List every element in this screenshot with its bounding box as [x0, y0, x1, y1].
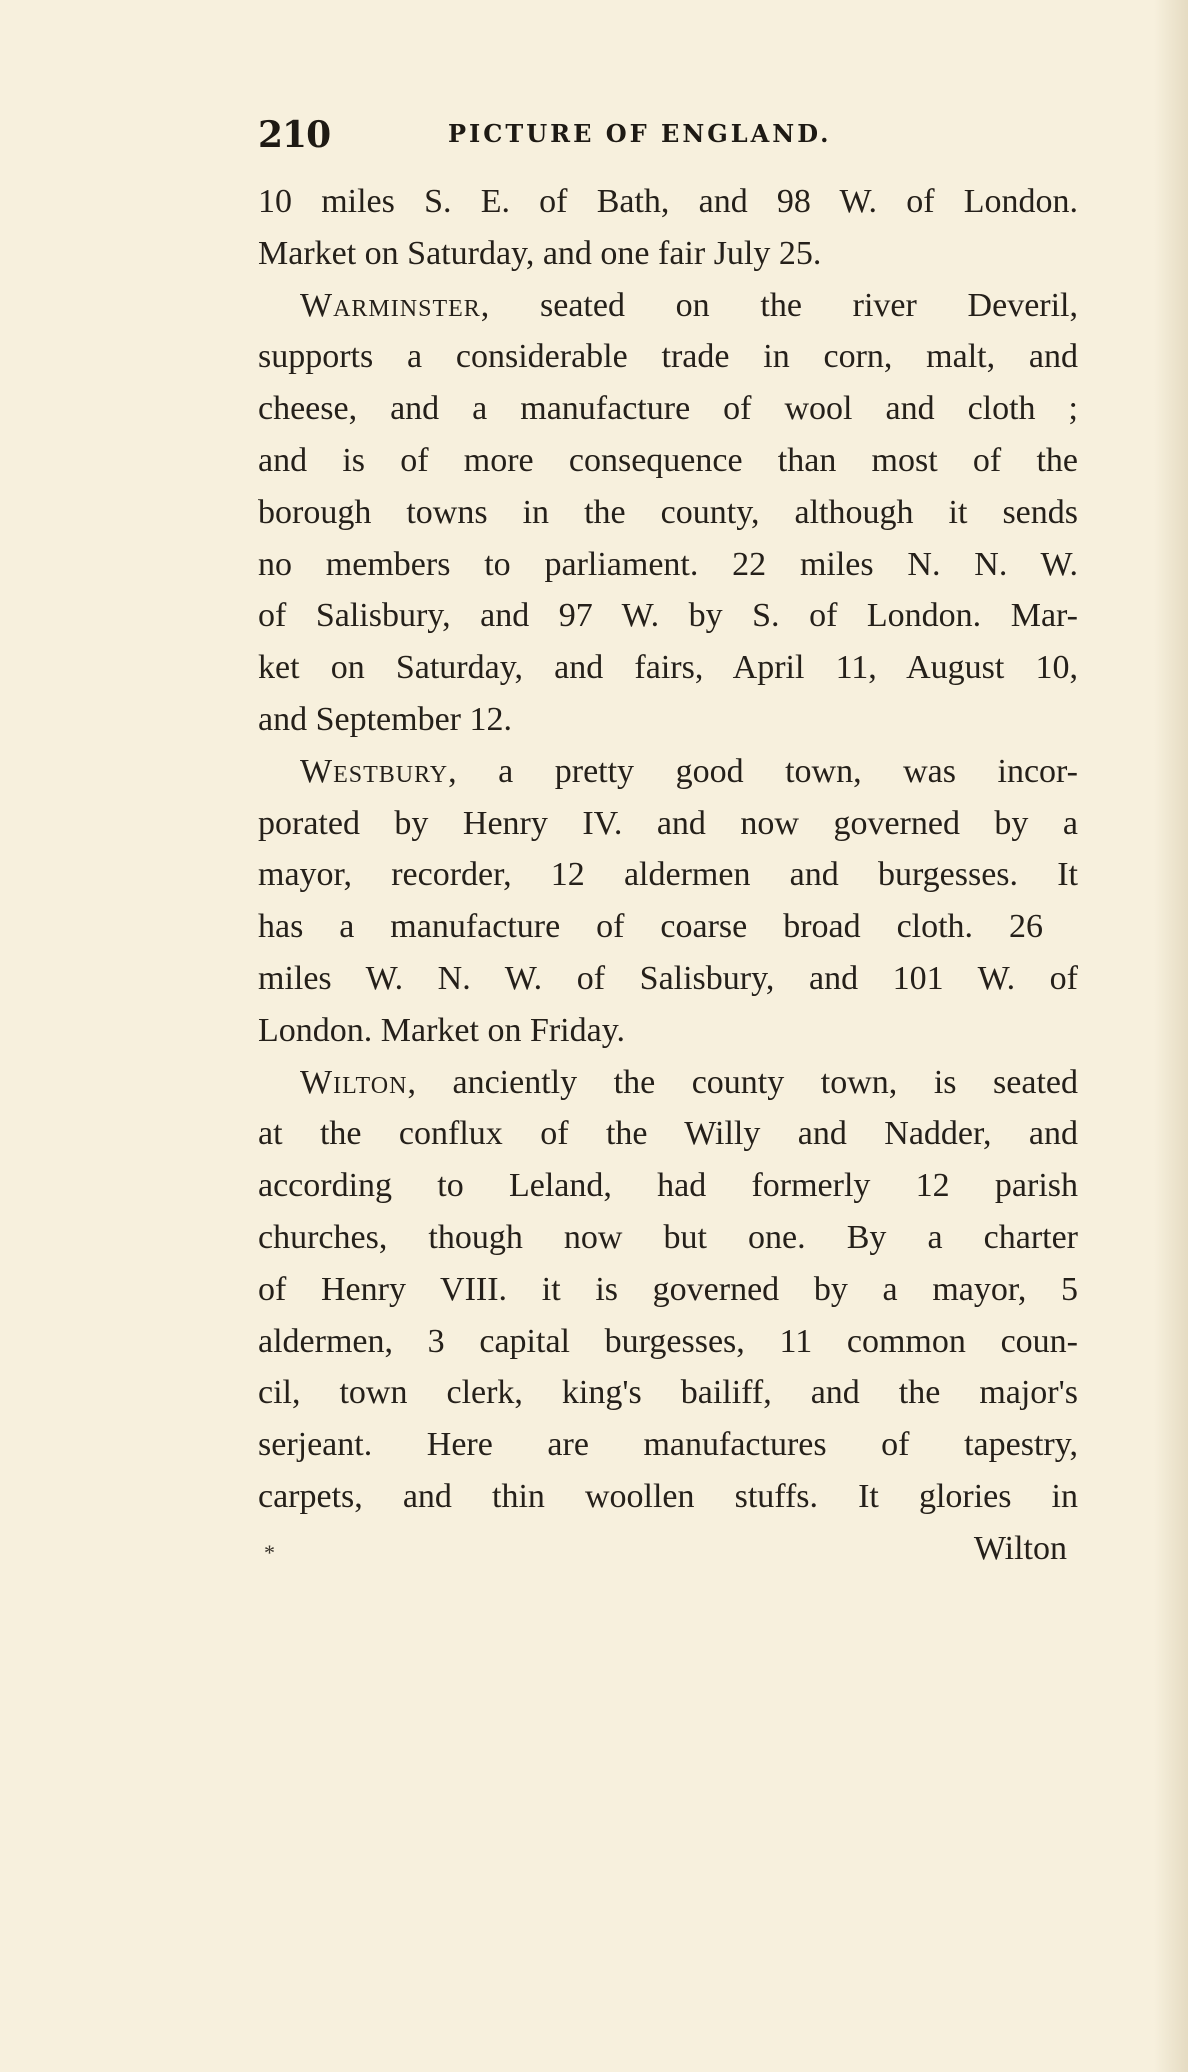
text-line-2: Market on Saturday, and one fair July 25. — [258, 234, 822, 272]
text-line-18-wilton: Wilton, anciently the county town, is seated — [300, 1063, 1078, 1101]
text-line-15: has a manufacture of coarse broad cloth. 26 — [258, 908, 1043, 946]
text-line-3-warminster: Warminster, seated on the river Deveril, — [300, 286, 1078, 324]
text-line-20: according to Leland, had formerly 12 parish — [258, 1167, 1078, 1205]
text-line-8: no members to parliament. 22 miles N. N. W. — [258, 545, 1078, 583]
binding-shadow — [1154, 0, 1188, 2072]
text-line-13: porated by Henry IV. and now governed by a — [258, 804, 1078, 842]
place-name: Wilton — [300, 1063, 408, 1101]
place-name: Warminster — [300, 286, 481, 324]
catchword: Wilton — [973, 1529, 1067, 1567]
text-line-10: ket on Saturday, and fairs, April 11, August 10, — [258, 649, 1078, 687]
page-header — [258, 114, 910, 160]
signature-mark: * — [264, 1539, 275, 1565]
text-line-12-westbury: Westbury, a pretty good town, was incor- — [300, 752, 1078, 790]
text-line-17: London. Market on Friday. — [258, 1011, 626, 1049]
text-line-25: serjeant. Here are manufactures of tapestry, — [258, 1426, 1078, 1464]
body-text — [258, 176, 1078, 1575]
text-line-7: borough towns in the county, although it sends — [258, 493, 1078, 531]
running-title: PICTURE OF ENGLAND. — [448, 119, 832, 148]
text-line-1: 10 miles S. E. of Bath, and 98 W. of London. — [258, 183, 1078, 220]
text-line-23: aldermen, 3 capital burgesses, 11 common coun- — [258, 1322, 1078, 1360]
text-line-26: carpets, and thin woollen stuffs. It glories in — [258, 1477, 1078, 1515]
text-line-9: of Salisbury, and 97 W. by S. of London. Mar- — [258, 597, 1078, 635]
text-line-21: churches, though now but one. By a charter — [258, 1218, 1078, 1256]
text-line-5: cheese, and a manufacture of wool and cloth ; — [258, 390, 1078, 428]
text-line-22: of Henry VIII. it is governed by a mayor, 5 — [258, 1270, 1078, 1308]
text-line-19: at the conflux of the Willy and Nadder, and — [258, 1115, 1078, 1153]
text-line-24: cil, town clerk, king's bailiff, and the major's — [258, 1374, 1078, 1412]
text-line-16: miles W. N. W. of Salisbury, and 101 W. of — [258, 959, 1078, 997]
text-line-4: supports a considerable trade in corn, malt, and — [258, 338, 1078, 376]
catchword-line — [258, 1523, 1067, 1575]
text-line-6: and is of more consequence than most of the — [258, 441, 1078, 479]
text-line-14: mayor, recorder, 12 aldermen and burgesses. It — [258, 856, 1078, 894]
text-line-11: and September 12. — [258, 700, 512, 738]
place-name: Westbury — [300, 752, 449, 790]
page-number: 210 — [258, 114, 331, 156]
